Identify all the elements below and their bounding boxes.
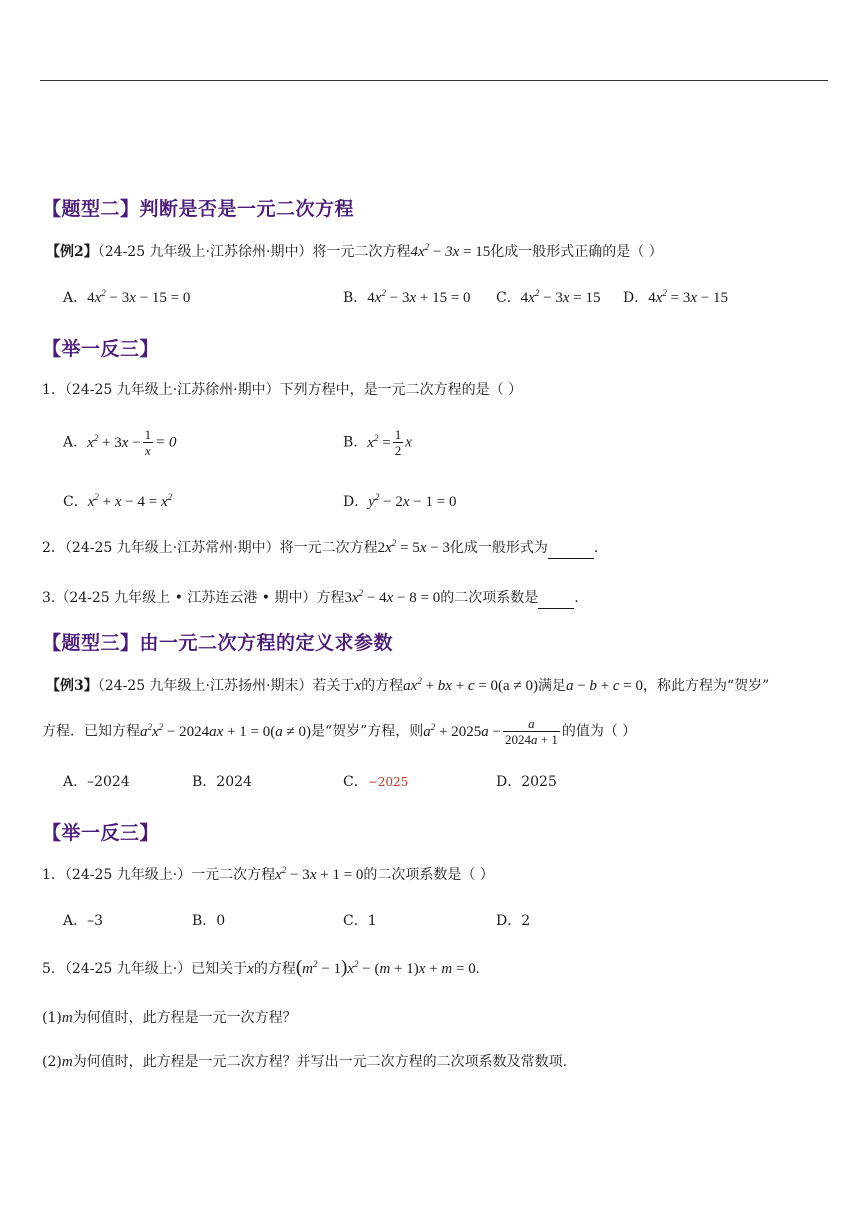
example3-stem-line1: 【例3】（24-25 九年级上·江苏扬州·期末）若关于x的方程$ax^2$ + bx + c = 0(a ≠ 0)满足a − b + c = 0，称此方程为“贺岁” [46, 676, 770, 694]
example2-tail: 化成一般形式正确的是（ ） [490, 244, 663, 260]
example3-option-a[interactable]: A．–2024 [63, 774, 130, 790]
answer-blank[interactable] [548, 538, 594, 559]
example3-option-d[interactable]: D．2025 [496, 774, 557, 790]
practice2-q5: 5．（24-25 九年级上·）已知关于x的方程$(m^2 - 1)x^2 - (m + 1)x + m = 0$. [42, 957, 480, 978]
practice2-q1: 1．（24-25 九年级上·）一元二次方程$x^2 - 3x + 1 = 0$的二次项系数是（ ） [42, 865, 494, 883]
section-title-practice2: 【举一反三】 [42, 822, 160, 844]
section-title-practice1: 【举一反三】 [42, 338, 160, 360]
practice2-q1-option-a[interactable]: A．–3 [63, 913, 104, 929]
example3-option-c[interactable]: C．−2025 [343, 774, 409, 790]
example2-stem [46, 242, 663, 262]
example3-option-c-value: −2025 [367, 775, 409, 789]
section-title-type2: 【题型二】判断是否是一元二次方程 [42, 198, 355, 220]
example2-option-d[interactable]: D．$4x^2 = 3x - 15$ [623, 288, 729, 306]
example3-stem-line2: 方程．已知方程$a^2x^2 - 2024ax + 1 = 0(a \ne 0)$是“贺岁”方程，则$a^2 + 2025a$ − $\frac{a}{2024a + 1}$ 的值为（ ） [42, 716, 637, 747]
example2-equation: $4x^2 - 3x = 15$ [410, 242, 491, 260]
example2-label: 【例2】 [46, 244, 98, 260]
practice1-q1-option-c[interactable]: C．$x^2 + x - 4 = x^2$ [63, 492, 173, 510]
example3-option-b[interactable]: B．2024 [192, 774, 252, 790]
practice2-q1-option-d[interactable]: D．2 [496, 913, 531, 929]
practice1-q1-option-b[interactable]: B．$x^2$ = $\frac{1}{2}$ x [343, 427, 412, 458]
example2-option-b[interactable]: B．$4x^2 - 3x + 15 = 0$ [343, 288, 471, 306]
example2-option-a[interactable]: A．$4x^2 - 3x - 15 = 0$ [63, 288, 191, 306]
example2-source: （24-25 九年级上·江苏徐州·期中）将一元二次方程 [97, 244, 411, 260]
practice2-q5-sub2: (2)m为何值时，此方程是一元二次方程？并写出一元二次方程的二次项系数及常数项. [42, 1054, 568, 1070]
practice1-q3: 3.（24-25 九年级上 • 江苏连云港 • 期中）方程$3x^2 - 4x - 8 = 0$的二次项系数是 . [42, 588, 579, 609]
practice1-q1: 1．（24-25 九年级上·江苏徐州·期中）下列方程中，是一元二次方程的是（ ） [42, 382, 523, 398]
practice1-q1-option-d[interactable]: D．$y^2 - 2x - 1 = 0$ [343, 492, 457, 510]
header-rule [40, 80, 828, 81]
practice1-q1-option-a[interactable]: A．$x^2 + 3x$ − $\frac{1}{x}$ = 0 [63, 427, 177, 458]
practice2-q1-option-b[interactable]: B．0 [192, 913, 226, 929]
practice2-q1-option-c[interactable]: C．1 [343, 913, 377, 929]
practice1-q2: 2．（24-25 九年级上·江苏常州·期中）将一元二次方程$2x^2 = 5x - 3$化成一般形式为 . [42, 538, 598, 559]
section-title-type3: 【题型三】由一元二次方程的定义求参数 [42, 632, 394, 654]
practice2-q5-sub1: (1)m为何值时，此方程是一元一次方程？ [42, 1010, 297, 1026]
example2-option-c[interactable]: C．$4x^2 - 3x = 15$ [496, 288, 601, 306]
answer-blank[interactable] [538, 588, 574, 609]
